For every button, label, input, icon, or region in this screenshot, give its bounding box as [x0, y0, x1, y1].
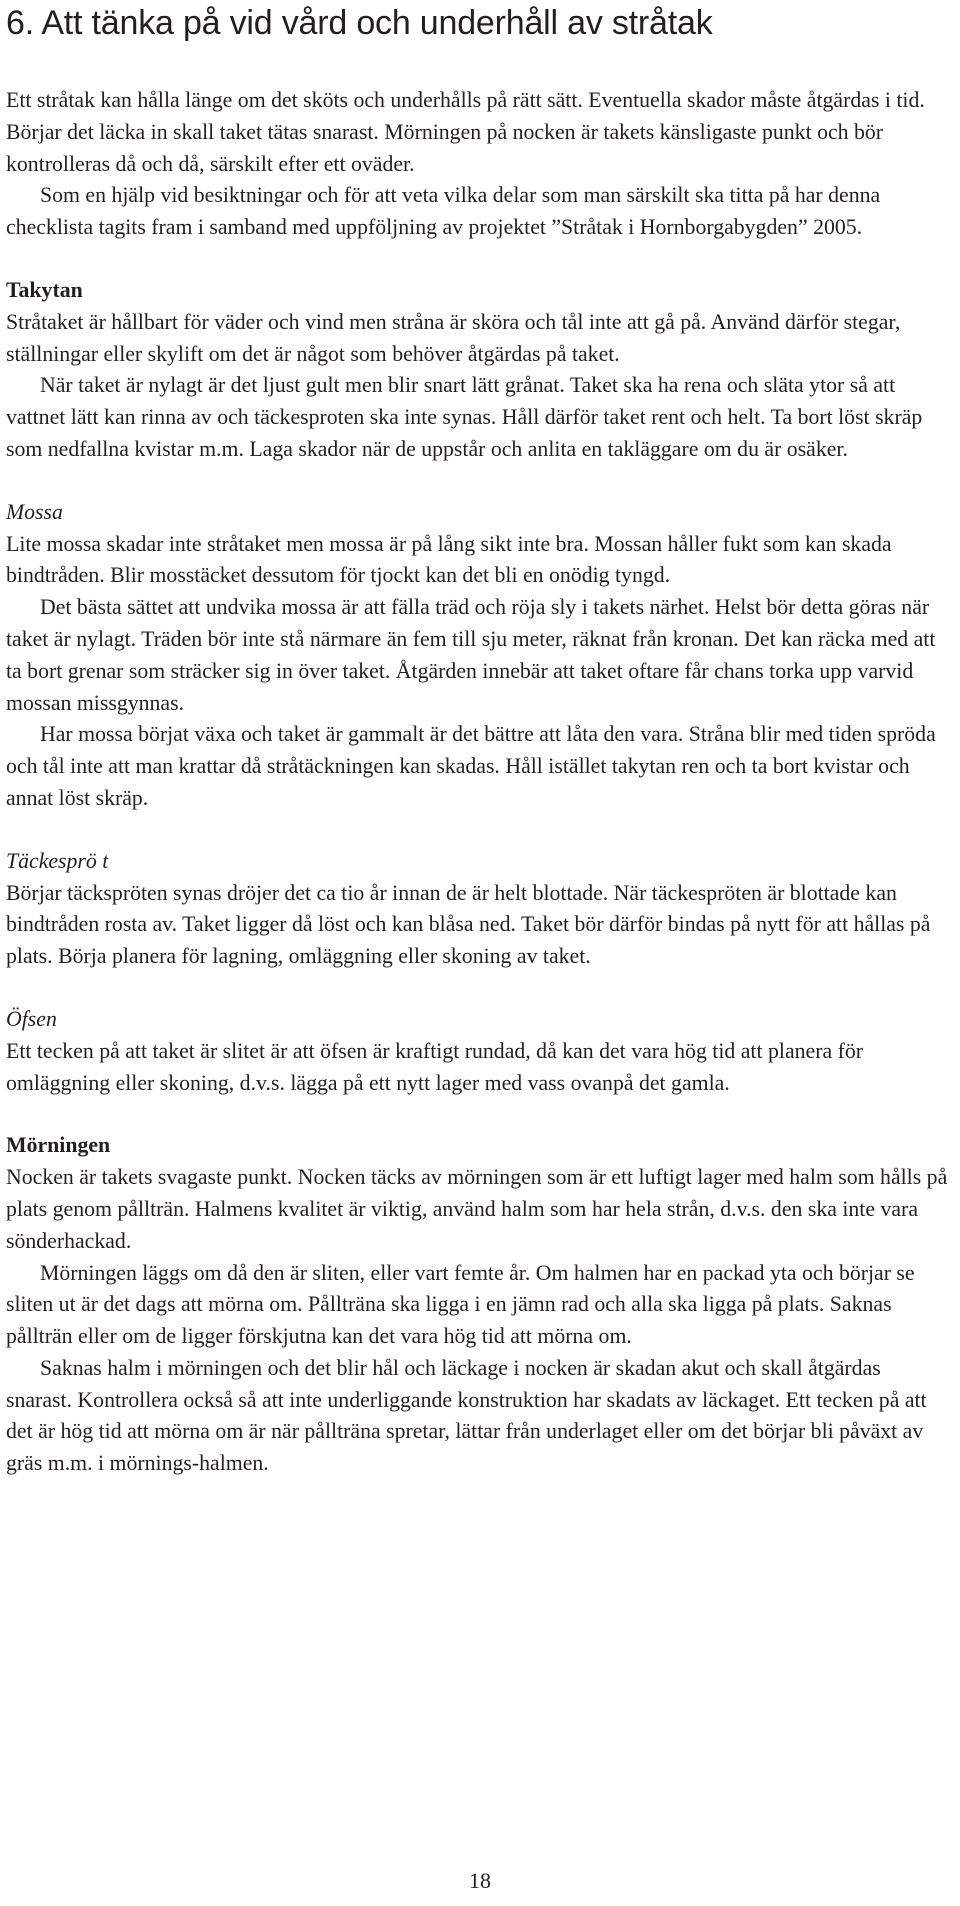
- page-title: 6. Att tänka på vid vård och underhåll av stråtak: [6, 4, 713, 42]
- section-takytan: [6, 275, 952, 466]
- section-heading: Mörningen: [6, 1133, 111, 1158]
- section-paragraph: Börjar täckspröten synas dröjer det ca tio år innan de är helt blottade. När täckespröten är blottade kan bindtråden rosta av. Taket ligger då löst och kan blåsa ned. Taket bör därför bindas på nytt för att hållas på plats. Börja planera för lagning, omläggning eller skoning av taket.: [6, 880, 931, 969]
- section-paragraph: Mörningen läggs om då den är sliten, eller vart femte år. Om halmen har en packad yta och börjar se sliten ut är det dags att mörna om. Pållträna ska ligga i en jämn rad och alla ska ligga på plats. Saknas pållträn eller om de ligger förskjutna kan det vara hög tid att mörna om.: [6, 1260, 915, 1349]
- section-paragraph: Saknas halm i mörningen och det blir hål och läckage i nocken är skadan akut och skall åtgärdas snarast. Kontrollera också så att inte underliggande konstruktion har skadats av läckaget. Ett tecken på att det är hög tid att mörna om är när pållträna spretar, lättar från underlaget eller om det börjar bli påväxt av gräs m.m. i mörnings-halmen.: [6, 1355, 927, 1476]
- section-paragraph: Stråtaket är hållbart för väder och vind men stråna är sköra och tål inte att gå på. Använd därför stegar, ställningar eller skylift om det är något som behöver åtgärdas på taket.: [6, 309, 901, 366]
- section-heading: Takytan: [6, 277, 83, 302]
- section-paragraph: Nocken är takets svagaste punkt. Nocken täcks av mörningen som är ett luftigt lager med halm som hålls på plats genom pållträn. Halmens kvalitet är viktig, använd halm som har hela strån, d.v.s. den ska inte vara sönderhackad.: [6, 1165, 948, 1253]
- intro-paragraph: Ett stråtak kan hålla länge om det sköts och underhålls på rätt sätt. Eventuella skador måste åtgärdas i tid. Börjar det läcka in skall taket tätas snarast. Mörningen på nocken är takets känsligaste punkt och bör kontrolleras då och då, särskilt efter ett oväder.: [6, 88, 925, 176]
- section-paragraph: När taket är nylagt är det ljust gult men blir snart lätt grånat. Taket ska ha rena och släta ytor så att vattnet lätt kan rinna av och täckesproten ska inte synas. Håll därför taket rent och helt. Ta bort löst skräp som nedfallna kvistar m.m. Laga skador när de uppstår och anlita en takläggare om du är osäker.: [6, 373, 923, 461]
- section-paragraph: Lite mossa skadar inte stråtaket men mossa är på lång sikt inte bra. Mossan håller fukt som kan skada bindtråden. Blir mosstäcket dessutom för tjockt kan det bli en onödig tyngd.: [6, 531, 892, 588]
- section-paragraph: Har mossa börjat växa och taket är gammalt är det bättre att låta den vara. Stråna blir med tiden spröda och tål inte att man krattar då stråtäckningen kan skadas. Håll istället takytan ren och ta bort kvistar och annat löst skräp.: [6, 722, 936, 810]
- section-heading: Täckesprö t: [6, 848, 109, 873]
- document-page: [6, 0, 952, 1480]
- section-heading: Öfsen: [6, 1006, 57, 1031]
- section-paragraph: Det bästa sättet att undvika mossa är att fälla träd och röja sly i takets närhet. Helst bör detta göras när taket är nylagt. Träden bör inte stå närmare än fem till sju meter, räknat från kronan. Det kan räcka med att ta bort grenar som sträcker sig in över taket. Åtgärden innebär att taket oftare får chans torka upp varvid mossan missgynnas.: [6, 595, 936, 715]
- section-paragraph: Ett tecken på att taket är slitet är att öfsen är kraftigt rundad, då kan det vara hög tid att planera för omläggning eller skoning, d.v.s. lägga på ett nytt lager med vass ovanpå det gamla.: [6, 1038, 863, 1095]
- intro-paragraph: Som en hjälp vid besiktningar och för att veta vilka delar som man särskilt ska titta på har denna checklista tagits fram i samband med uppföljning av projektet ”Stråtak i Hornborgabygden” 2005.: [6, 183, 881, 240]
- page-number: 18: [469, 1868, 491, 1893]
- section-tackesprot: [6, 846, 952, 973]
- intro-section: [6, 85, 952, 244]
- document-body: [6, 85, 952, 1480]
- section-morningen: [6, 1130, 952, 1480]
- section-mossa: [6, 497, 952, 815]
- section-ofsen: [6, 1004, 952, 1099]
- section-heading: Mossa: [6, 499, 63, 524]
